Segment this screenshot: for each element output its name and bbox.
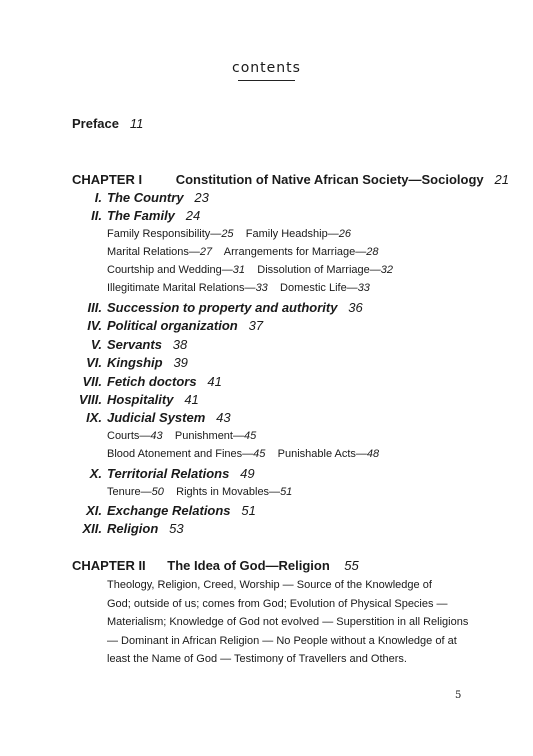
summary-line: God; outside of us; comes from God; Evolution of Physical Species — bbox=[107, 597, 448, 610]
family-sub-line-2: Marital Relations—27 Arrangements for Marriage—28 bbox=[107, 246, 379, 258]
judicial-sub-line-1: Courts—43 Punishment—45 bbox=[107, 430, 257, 442]
section-number: V. bbox=[90, 337, 102, 352]
section-number: III. bbox=[87, 300, 102, 315]
section-title: Servants 38 bbox=[107, 337, 188, 352]
section-number: IV. bbox=[87, 318, 102, 333]
toc-preface[interactable] bbox=[72, 116, 143, 131]
summary-line: — Dominant in African Religion — No People without a Knowledge of at bbox=[107, 634, 457, 647]
section-title: Political organization 37 bbox=[107, 318, 264, 333]
page-number: 5 bbox=[455, 690, 462, 701]
section-title: Religion 53 bbox=[107, 521, 184, 536]
section-number: VII. bbox=[82, 374, 102, 389]
chapter-2-summary bbox=[107, 576, 487, 669]
summary-line: Theology, Religion, Creed, Worship — Source of the Knowledge of bbox=[107, 579, 432, 591]
section-title: Exchange Relations 51 bbox=[107, 503, 256, 518]
section-title: Hospitality 41 bbox=[107, 392, 199, 407]
section-number: VIII. bbox=[78, 392, 102, 407]
family-sub-line-1: Family Responsibility—25 Family Headship—26 bbox=[107, 228, 351, 240]
section-number: XI. bbox=[86, 503, 102, 518]
section-number: VI. bbox=[86, 355, 102, 370]
page-title: contents bbox=[232, 60, 301, 76]
section-number: II. bbox=[91, 208, 102, 223]
family-sub-line-4: Illegitimate Marital Relations—33 Domestic Life—33 bbox=[107, 282, 370, 294]
chapter-2-page: 55 bbox=[344, 558, 359, 573]
chapter-1-label: CHAPTER I bbox=[72, 172, 143, 187]
section-title: Territorial Relations 49 bbox=[107, 466, 255, 481]
title-underline bbox=[238, 80, 295, 81]
section-title: The Family 24 bbox=[107, 208, 201, 223]
toc-chapter-2[interactable] bbox=[72, 558, 359, 573]
preface-page: 11 bbox=[129, 116, 144, 131]
summary-line: Materialism; Knowledge of God not evolved — Superstition in all Religions bbox=[107, 616, 469, 629]
section-number: X. bbox=[89, 466, 102, 481]
judicial-sub-line-2: Blood Atonement and Fines—45 Punishable Acts—48 bbox=[107, 448, 380, 460]
section-title: The Country 23 bbox=[107, 190, 209, 205]
family-sub-line-3: Courtship and Wedding—31 Dissolution of Marriage—32 bbox=[107, 264, 393, 276]
chapter-1-page: 21 bbox=[494, 172, 509, 187]
summary-line: least the Name of God — Testimony of Travellers and Others. bbox=[107, 653, 407, 666]
section-number: IX. bbox=[86, 410, 102, 425]
toc-chapter-1[interactable] bbox=[72, 172, 509, 187]
territorial-sub-line-1: Tenure—50 Rights in Movables—51 bbox=[107, 486, 293, 498]
section-title: Succession to property and authority 36 bbox=[107, 300, 363, 315]
section-number: I. bbox=[94, 190, 102, 205]
chapter-1-title: Constitution of Native African Society—Sociology bbox=[175, 172, 484, 187]
chapter-2-title: The Idea of God—Religion bbox=[167, 558, 330, 573]
section-number: XII. bbox=[82, 521, 102, 536]
section-title: Kingship 39 bbox=[107, 355, 188, 370]
preface-label: Preface bbox=[72, 116, 119, 131]
section-title: Judicial System 43 bbox=[107, 410, 231, 425]
chapter-2-label: CHAPTER II bbox=[72, 558, 146, 573]
section-title: Fetich doctors 41 bbox=[107, 374, 222, 389]
